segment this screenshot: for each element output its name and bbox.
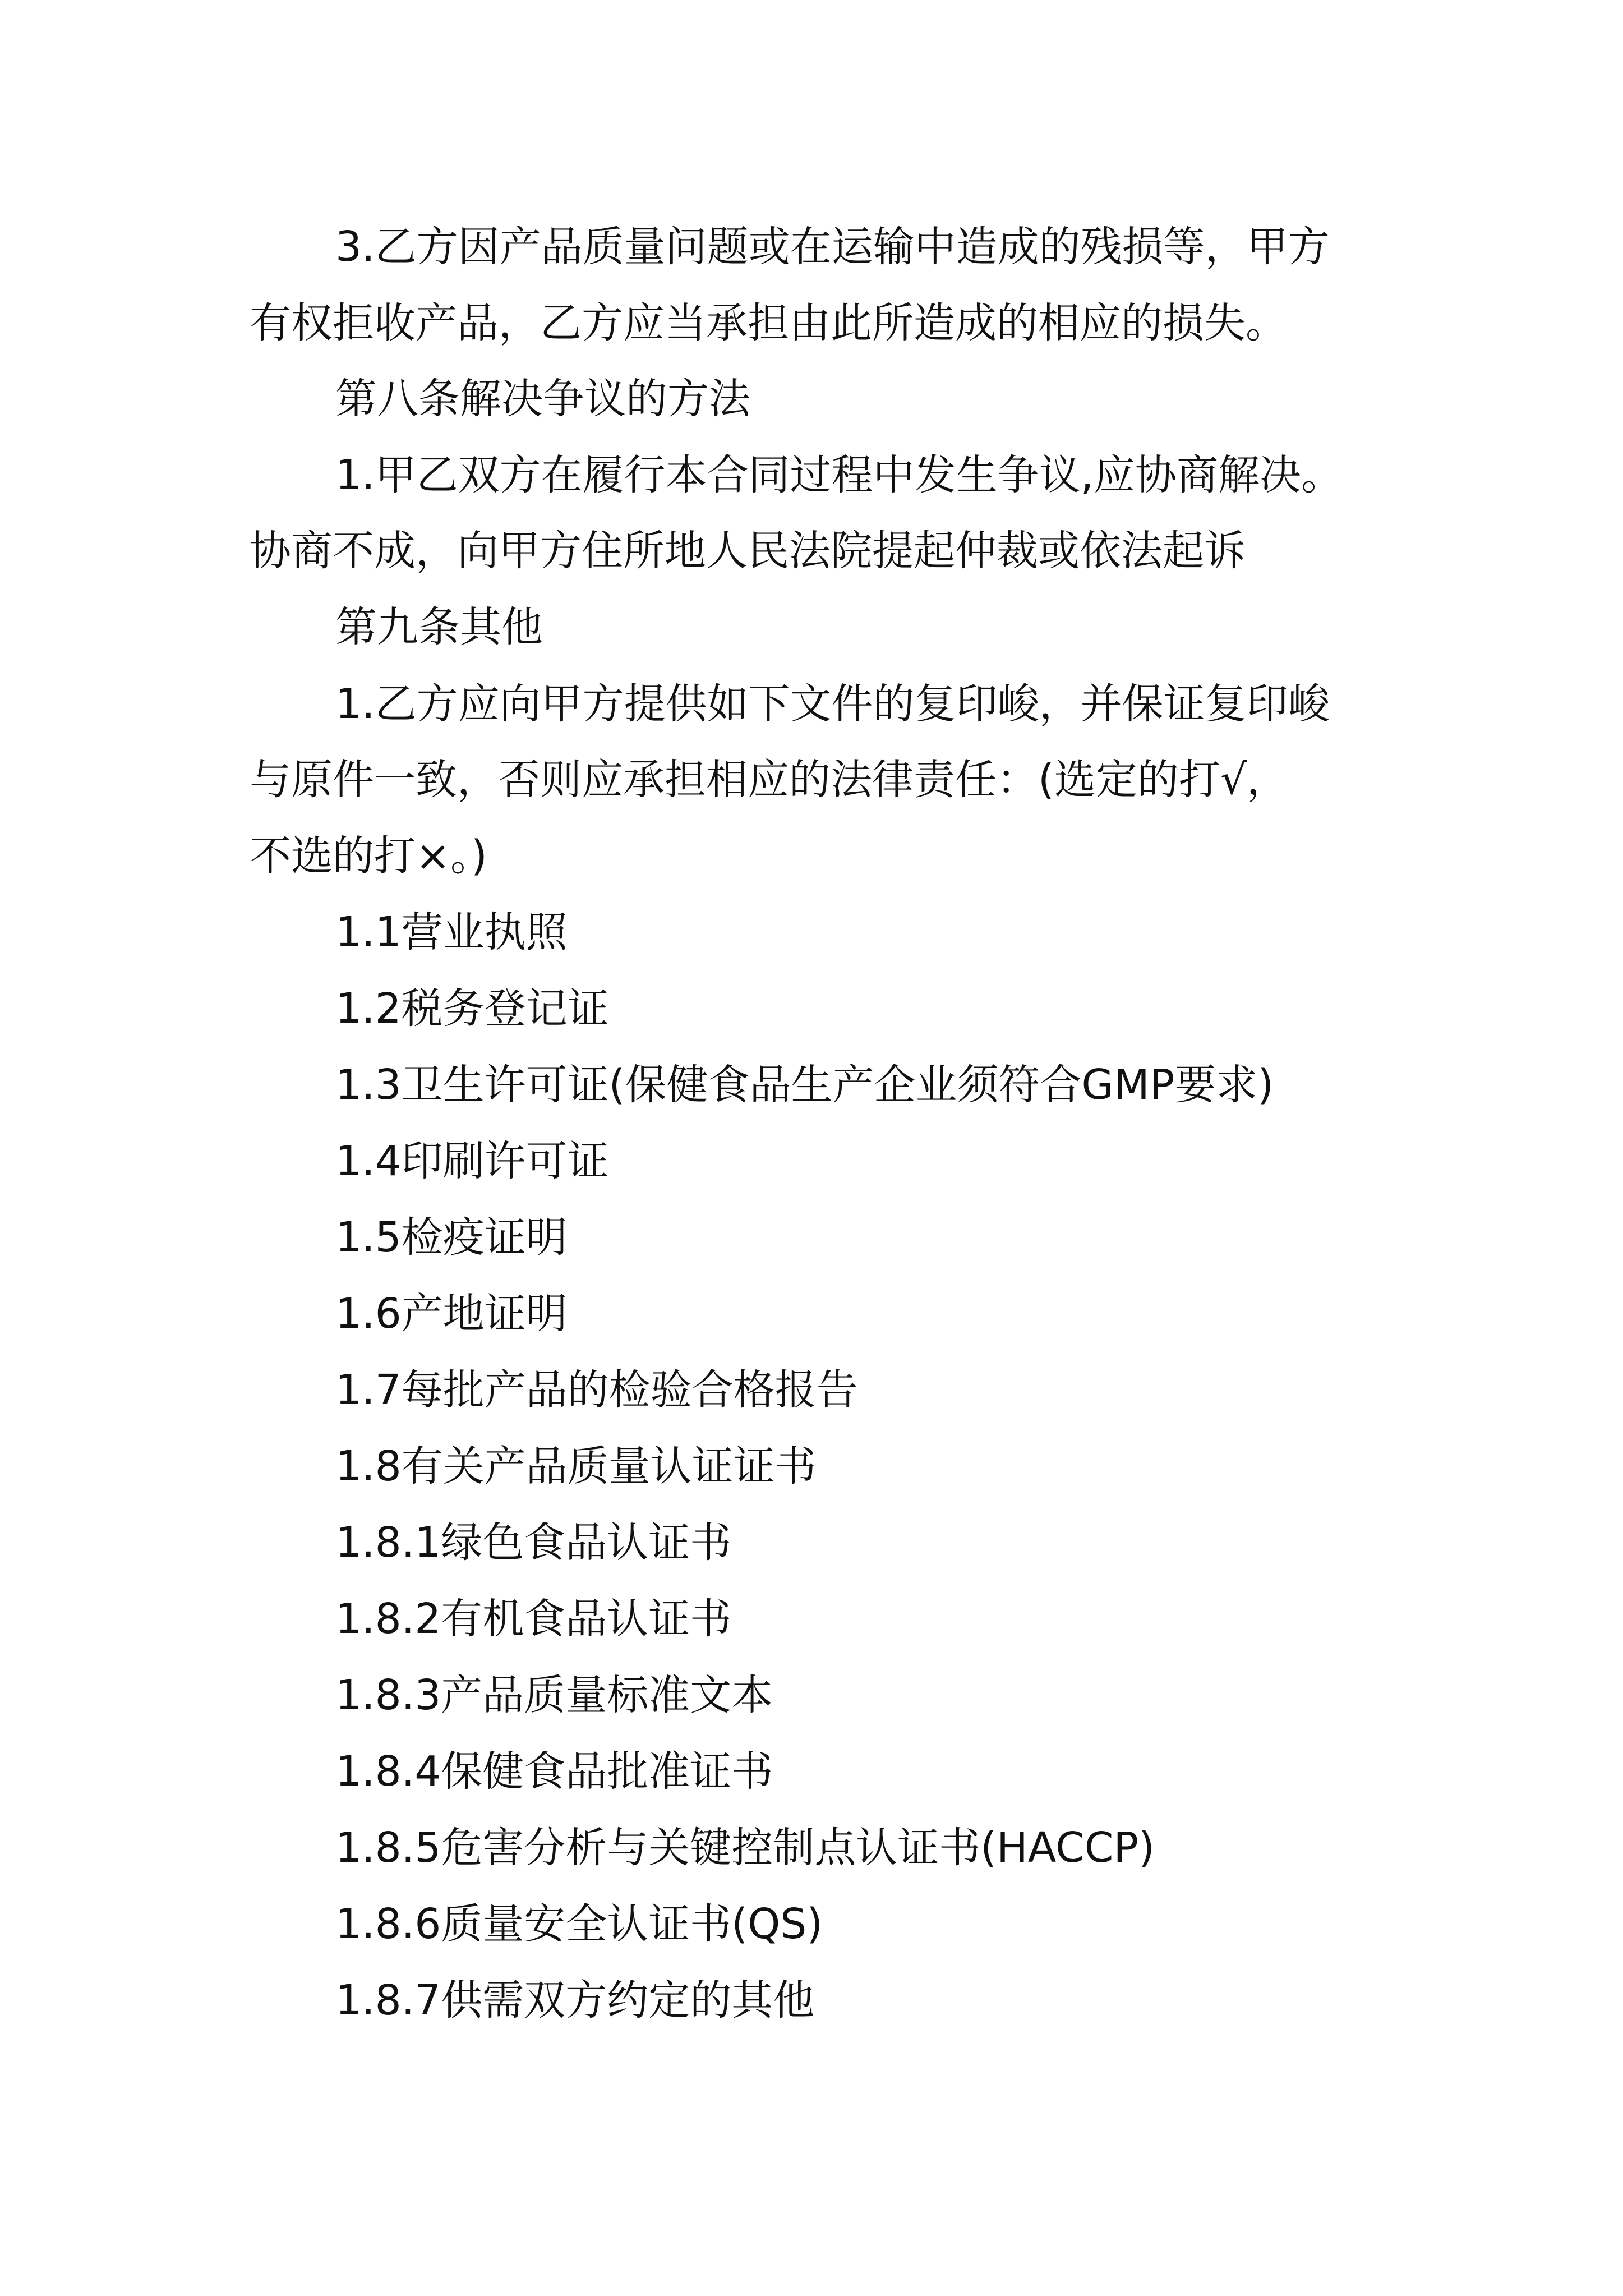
line-text: 第九条其他 (335, 603, 543, 651)
line-text: 1.8.4保健食品批准证书 (335, 1747, 773, 1796)
list-item (0, 1354, 1623, 1427)
list-item (0, 1506, 1623, 1579)
list-item (0, 1201, 1623, 1274)
paragraph-line (0, 820, 1623, 892)
list-item (0, 1964, 1623, 2037)
line-text: 不选的打×。) (250, 832, 487, 880)
line-text: 1.8有关产品质量认证证书 (335, 1442, 817, 1490)
line-text: 1.5检疫证明 (335, 1213, 568, 1262)
paragraph-line (0, 743, 1623, 816)
list-item (0, 1811, 1623, 1884)
list-item (0, 1125, 1623, 1198)
line-text: 1.8.6质量安全认证书(QS) (335, 1900, 823, 1948)
line-text: 有权拒收产品，乙方应当承担由此所造成的相应的损失。 (250, 299, 1287, 347)
line-text: 1.8.5危害分析与关键控制点认证书(HACCP) (335, 1824, 1155, 1872)
line-text: 1.8.7供需双方约定的其他 (335, 1976, 815, 2024)
line-text: 1.3卫生许可证(保健食品生产企业须符合GMP要求) (335, 1061, 1274, 1109)
list-item (0, 1582, 1623, 1655)
paragraph-line (0, 287, 1623, 360)
line-text: 1.8.3产品质量标准文本 (335, 1671, 773, 1719)
line-text: 1.7每批产品的检验合格报告 (335, 1366, 858, 1414)
list-item (0, 1888, 1623, 1961)
list-item (0, 972, 1623, 1045)
line-text: 第八条解决争议的方法 (335, 375, 750, 423)
list-item (0, 896, 1623, 969)
line-text: 与原件一致，否则应承担相应的法律责任：(选定的打√， (250, 756, 1289, 804)
list-item (0, 1659, 1623, 1732)
list-item (0, 1735, 1623, 1808)
paragraph-line (0, 439, 1623, 512)
line-text: 1.8.2有机食品认证书 (335, 1595, 732, 1643)
list-item (0, 1430, 1623, 1503)
section-heading (0, 591, 1623, 664)
paragraph-line (0, 210, 1623, 283)
line-text: 3.乙方因产品质量问题或在运输中造成的残损等，甲方 (335, 223, 1330, 271)
list-item (0, 1048, 1623, 1121)
line-text: 1.1营业执照 (335, 908, 568, 956)
paragraph-line (0, 668, 1623, 740)
list-item (0, 1277, 1623, 1350)
line-text: 1.8.1绿色食品认证书 (335, 1519, 732, 1567)
paragraph-line (0, 514, 1623, 587)
line-text: 1.4印刷许可证 (335, 1137, 609, 1185)
line-text: 1.2税务登记证 (335, 984, 609, 1033)
line-text: 1.甲乙双方在履行本合同过程中发生争议,应协商解决。 (335, 451, 1343, 499)
line-text: 1.乙方应向甲方提供如下文件的复印峻，并保证复印峻 (335, 680, 1330, 728)
line-text: 1.6产地证明 (335, 1290, 568, 1338)
line-text: 协商不成，向甲方住所地人民法院提起仲裁或依法起诉 (250, 527, 1246, 575)
section-heading (0, 362, 1623, 435)
